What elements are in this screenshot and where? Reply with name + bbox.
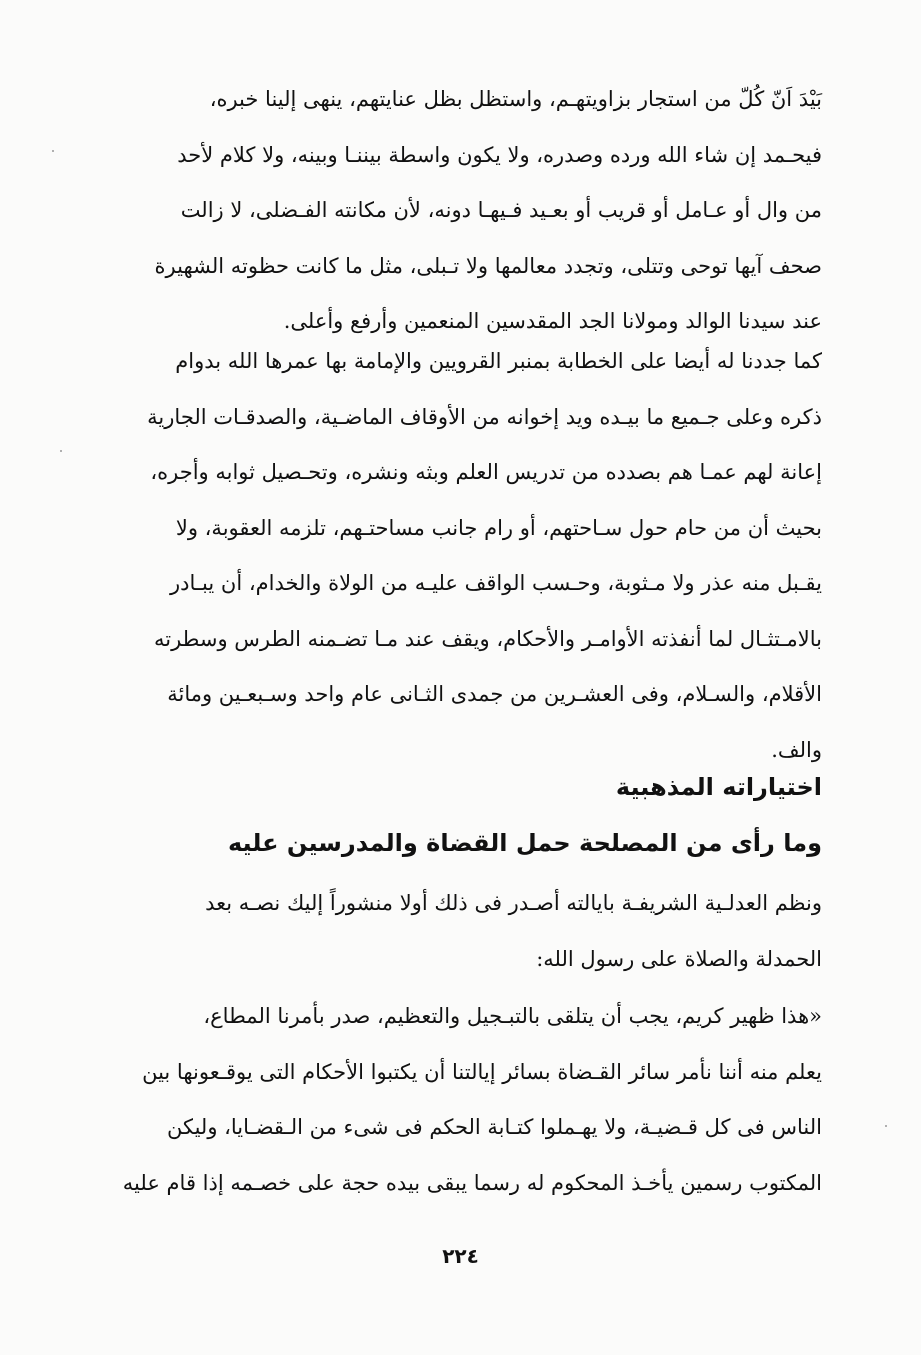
section-heading: اختياراته المذهبية: [615, 773, 822, 801]
text-line: عند سيدنا الوالد ومولانا الجد المقدسين المنعمين وأرفع وأعلى.: [283, 309, 822, 333]
text-line: إعانة لهم عمـا هم بصدده من تدريس العلم وبثه ونشره، وتحـصيل ثوابه وأجره،: [150, 460, 822, 484]
paragraph-3: [78, 876, 822, 987]
text-line: بَيْدَ اَنّ كُلّ من استجار بزاويتهـم، واستظل بظل عنايتهم، ينهى إلينا خبره،: [209, 87, 822, 111]
text-line: الحمدلة والصلاة على رسول الله:: [536, 946, 822, 971]
text-line: والف.: [771, 737, 822, 762]
text-line: بالامـتثـال لما أنفذته الأوامـر والأحكام، ويقف عند مـا تضـمنه الطرس وسطرته: [153, 626, 822, 651]
paragraph-4: [78, 989, 822, 1211]
scan-speck: [885, 1125, 887, 1127]
text-line: فيحـمد إن شاء الله ورده وصدره، ولا يكون واسطة بيننـا وبينه، ولا كلام لأحد: [177, 142, 822, 167]
scan-speck: [52, 150, 54, 152]
text-line: الأقلام، والسـلام، وفى العشـرين من جمدى الثـانى عام واحد وسـبعـين ومائة: [167, 682, 822, 706]
text-line: من وال أو عـامل أو قريب أو بعـيد فـيهـا دونه، لأن مكانته الفـضلى، لا زالت: [180, 198, 822, 222]
text-line: يعلم منه أننا نأمر سائر القـضاة بسائر إيالتنا أن يكتبوا الأحكام التى يوقـعونها بين: [142, 1059, 822, 1084]
text-line: يقـبل منه عذر ولا مـثوبة، وحـسب الواقف عليـه من الولاة والخدام، أن يبـادر: [170, 571, 822, 595]
text-line: بحيث أن من حام حول سـاحتهم، أو رام جانب مساحتـهم، تلزمه العقوبة، ولا: [175, 515, 822, 540]
section-subheading: وما رأى من المصلحة حمل القضاة والمدرسين عليه: [227, 829, 822, 857]
text-line: ذكره وعلى جـميع ما بيـده ويد إخوانه من الأوقاف الماضـية، والصدقـات الجارية: [147, 404, 822, 429]
scan-speck: [60, 450, 62, 452]
text-line: ونظم العدلـية الشريفـة بايالته أصـدر فى ذلك أولا منشوراً إليك نصـه بعد: [205, 891, 822, 915]
text-line: «هذا ظهير كريم، يجب أن يتلقى بالتبـجيل والتعظيم، صدر بأمرنا المطاع،: [203, 1004, 822, 1028]
text-line: صحف آيها توحى وتتلى، وتجدد معالمها ولا تـبلى، مثل ما كانت حظوته الشهيرة: [154, 253, 822, 278]
paragraph-2: [78, 334, 822, 778]
text-line: الناس فى كل قـضيـة، ولا يهـملوا كتـابة الحكم فى شىء من الـقضـايا، وليكن: [167, 1115, 822, 1139]
page-number: ٢٢٤: [442, 1244, 479, 1268]
text-line: المكتوب رسمين يأخـذ المحكوم له رسما يبقى بيده حجة على خصـمه إذا قام عليه: [122, 1170, 822, 1195]
paragraph-1: [78, 72, 822, 350]
text-line: كما جددنا له أيضا على الخطابة بمنبر القرويين والإمامة بها عمرها الله بدوام: [175, 349, 822, 373]
